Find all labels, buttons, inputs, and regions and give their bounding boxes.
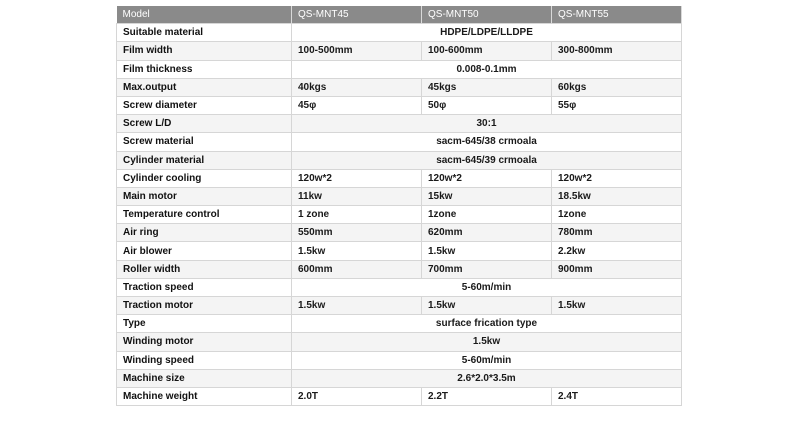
table-row	[117, 206, 682, 224]
row-label: Film thickness	[117, 60, 292, 78]
row-value-all-models: 30:1	[292, 115, 682, 133]
row-value-all-models: 1.5kw	[292, 333, 682, 351]
row-label: Screw diameter	[117, 96, 292, 114]
row-value: 780mm	[552, 224, 682, 242]
row-value: 550mm	[292, 224, 422, 242]
table-row	[117, 242, 682, 260]
table-row	[117, 351, 682, 369]
table-row	[117, 333, 682, 351]
row-value: 1.5kw	[292, 297, 422, 315]
row-value-all-models: 5-60m/min	[292, 278, 682, 296]
table-row	[117, 24, 682, 42]
table-row	[117, 115, 682, 133]
row-value: 18.5kw	[552, 187, 682, 205]
table-row	[117, 42, 682, 60]
row-label: Screw material	[117, 133, 292, 151]
table-row	[117, 187, 682, 205]
row-label: Air ring	[117, 224, 292, 242]
header-qs-mnt55: QS-MNT55	[552, 6, 682, 24]
row-value: 1.5kw	[552, 297, 682, 315]
row-label: Suitable material	[117, 24, 292, 42]
header-model: Model	[117, 6, 292, 24]
row-label: Cylinder cooling	[117, 169, 292, 187]
spec-table-container	[116, 6, 681, 406]
row-value: 45kgs	[422, 78, 552, 96]
row-value-all-models: 2.6*2.0*3.5m	[292, 369, 682, 387]
row-value: 60kgs	[552, 78, 682, 96]
table-row	[117, 96, 682, 114]
row-label: Type	[117, 315, 292, 333]
row-label: Traction motor	[117, 297, 292, 315]
row-label: Max.output	[117, 78, 292, 96]
row-label: Temperature control	[117, 206, 292, 224]
row-value: 1.5kw	[292, 242, 422, 260]
table-row	[117, 224, 682, 242]
row-label: Winding motor	[117, 333, 292, 351]
row-label: Winding speed	[117, 351, 292, 369]
row-value: 11kw	[292, 187, 422, 205]
row-value-all-models: sacm-645/39 crmoala	[292, 151, 682, 169]
row-value: 2.2kw	[552, 242, 682, 260]
row-label: Cylinder material	[117, 151, 292, 169]
row-value: 1.5kw	[422, 242, 552, 260]
row-label: Air blower	[117, 242, 292, 260]
table-row	[117, 369, 682, 387]
row-value: 2.4T	[552, 387, 682, 405]
row-value: 40kgs	[292, 78, 422, 96]
header-qs-mnt50: QS-MNT50	[422, 6, 552, 24]
row-value: 1zone	[552, 206, 682, 224]
row-value: 2.0T	[292, 387, 422, 405]
row-value: 620mm	[422, 224, 552, 242]
spec-table-header	[117, 6, 682, 24]
row-value: 100-500mm	[292, 42, 422, 60]
row-value: 600mm	[292, 260, 422, 278]
row-value-all-models: sacm-645/38 crmoala	[292, 133, 682, 151]
row-label: Traction speed	[117, 278, 292, 296]
row-value-all-models: surface frication type	[292, 315, 682, 333]
row-value: 55φ	[552, 96, 682, 114]
row-value-all-models: 0.008-0.1mm	[292, 60, 682, 78]
row-label: Screw L/D	[117, 115, 292, 133]
row-label: Machine weight	[117, 387, 292, 405]
row-label: Machine size	[117, 369, 292, 387]
row-value: 300-800mm	[552, 42, 682, 60]
row-value: 50φ	[422, 96, 552, 114]
row-value: 45φ	[292, 96, 422, 114]
spec-table	[116, 6, 682, 406]
table-row	[117, 60, 682, 78]
table-row	[117, 260, 682, 278]
table-row	[117, 315, 682, 333]
row-value: 700mm	[422, 260, 552, 278]
row-value: 1.5kw	[422, 297, 552, 315]
row-value: 900mm	[552, 260, 682, 278]
header-row	[117, 6, 682, 24]
row-value: 2.2T	[422, 387, 552, 405]
row-value: 120w*2	[422, 169, 552, 187]
header-qs-mnt45: QS-MNT45	[292, 6, 422, 24]
table-row	[117, 133, 682, 151]
spec-table-body	[117, 24, 682, 406]
table-row	[117, 151, 682, 169]
row-value: 1zone	[422, 206, 552, 224]
table-row	[117, 297, 682, 315]
row-value: 120w*2	[552, 169, 682, 187]
row-label: Main motor	[117, 187, 292, 205]
row-value-all-models: HDPE/LDPE/LLDPE	[292, 24, 682, 42]
row-label: Film width	[117, 42, 292, 60]
table-row	[117, 169, 682, 187]
table-row	[117, 387, 682, 405]
row-value: 1 zone	[292, 206, 422, 224]
row-label: Roller width	[117, 260, 292, 278]
row-value-all-models: 5-60m/min	[292, 351, 682, 369]
table-row	[117, 78, 682, 96]
table-row	[117, 278, 682, 296]
row-value: 120w*2	[292, 169, 422, 187]
row-value: 100-600mm	[422, 42, 552, 60]
row-value: 15kw	[422, 187, 552, 205]
